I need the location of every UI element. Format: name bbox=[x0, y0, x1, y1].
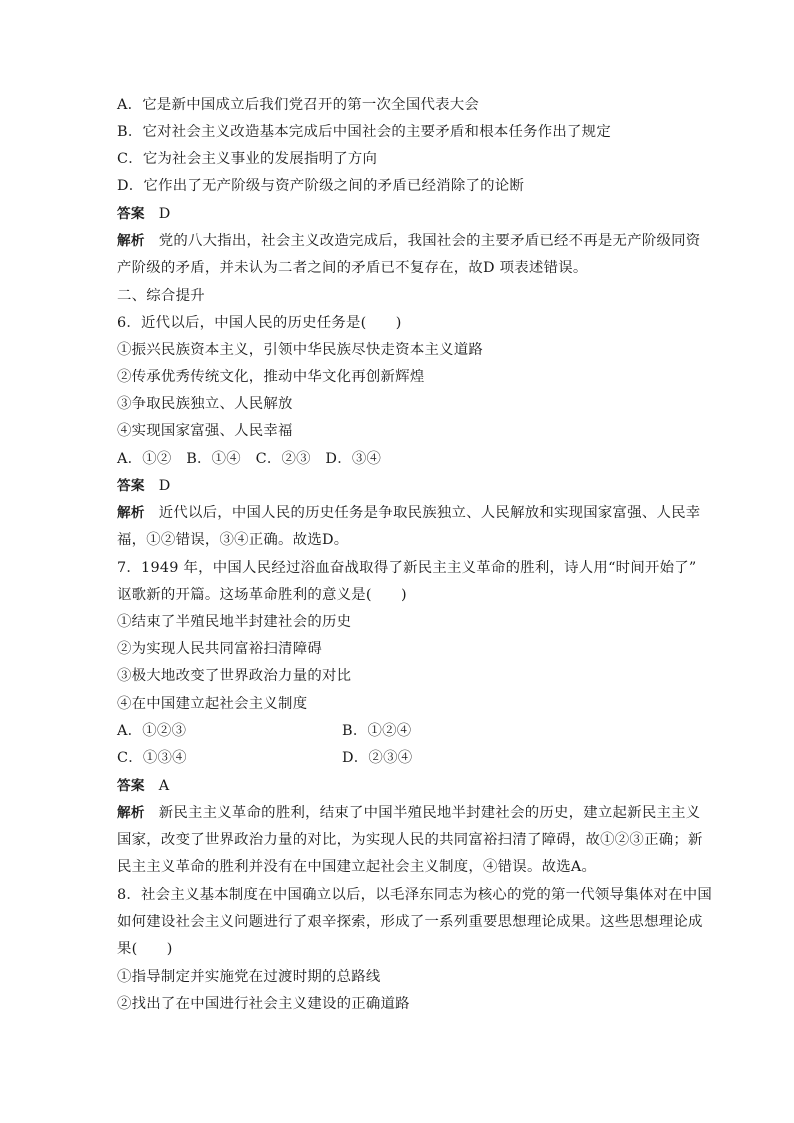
q8-item-2: ②找出了在中国进行社会主义建设的正确道路 bbox=[117, 996, 410, 1012]
q6-item-4: ④实现国家富强、人民幸福 bbox=[117, 423, 293, 439]
answer-label: 答案 bbox=[117, 778, 145, 794]
q7-option-d: D．②③④ bbox=[342, 750, 413, 766]
q5-answer-line bbox=[117, 204, 170, 224]
q7-option-c: C．①③④ bbox=[117, 750, 187, 766]
q6-options: A．①② B．①④ C．②③ D．③④ bbox=[117, 451, 382, 467]
q7-item-4: ④在中国建立起社会主义制度 bbox=[117, 696, 308, 712]
q5-option-c: C．它为社会主义事业的发展指明了方向 bbox=[117, 151, 378, 167]
q7-options-row-1 bbox=[117, 721, 677, 741]
q8-stem-line-2: 如何建设社会主义问题进行了艰辛探索，形成了一系列重要思想理论成果。这些思想理论成 bbox=[117, 914, 703, 930]
q7-option-a: A．①②③ bbox=[117, 723, 187, 739]
q5-analysis-line-2: 产阶级的矛盾，并未认为二者之间的矛盾已不复存在，故D 项表述错误。 bbox=[117, 260, 588, 276]
q6-answer-line bbox=[117, 476, 170, 496]
q7-item-1: ①结束了半殖民地半封建社会的历史 bbox=[117, 614, 352, 630]
q7-item-3: ③极大地改变了世界政治力量的对比 bbox=[117, 668, 352, 684]
q5-analysis-line-1: 解析 党的八大指出，社会主义改造完成后，我国社会的主要矛盾已经不再是无产阶级同资 bbox=[117, 233, 701, 249]
analysis-label: 解析 bbox=[117, 805, 145, 821]
q5-option-a: A．它是新中国成立后我们党召开的第一次全国代表大会 bbox=[117, 97, 480, 113]
q5-option-d: D．它作出了无产阶级与资产阶级之间的矛盾已经消除了的论断 bbox=[117, 178, 525, 194]
q5-answer: D bbox=[158, 206, 171, 222]
q6-analysis-line-1: 解析 近代以后，中国人民的历史任务是争取民族独立、人民解放和实现国家富强、人民幸 bbox=[117, 505, 701, 521]
q7-item-2: ②为实现人民共同富裕扫清障碍 bbox=[117, 641, 322, 657]
q6-answer: D bbox=[158, 478, 171, 494]
q6-item-2: ②传承优秀传统文化，推动中华文化再创新辉煌 bbox=[117, 369, 425, 385]
q6-item-1: ①振兴民族资本主义，引领中华民族尽快走资本主义道路 bbox=[117, 342, 484, 358]
analysis-label: 解析 bbox=[117, 505, 145, 521]
q6-stem: 6．近代以后，中国人民的历史任务是( ) bbox=[117, 315, 402, 331]
q7-option-b: B．①②④ bbox=[342, 723, 412, 739]
q7-analysis-line-3: 民主主义革命的胜利并没有在中国建立起社会主义制度，④错误。故选A。 bbox=[117, 859, 597, 875]
q8-stem-line-3: 果( ) bbox=[117, 941, 173, 957]
section-title: 二、综合提升 bbox=[117, 288, 205, 304]
answer-label: 答案 bbox=[117, 206, 145, 222]
q8-item-1: ①指导制定并实施党在过渡时期的总路线 bbox=[117, 969, 381, 985]
q8-stem-line-1: 8．社会主义基本制度在中国确立以后，以毛泽东同志为核心的党的第一代领导集体对在中国 bbox=[117, 887, 713, 903]
q7-answer-line bbox=[117, 776, 169, 796]
q7-stem-line-1: 7．1949 年，中国人民经过浴血奋战取得了新民主主义革命的胜利，诗人用“时间开始了” bbox=[117, 560, 697, 576]
q7-options-row-2 bbox=[117, 748, 677, 768]
q7-analysis-line-1: 解析 新民主主义革命的胜利，结束了中国半殖民地半封建社会的历史，建立起新民主主义 bbox=[117, 805, 701, 821]
q7-stem-line-2: 讴歌新的开篇。这场革命胜利的意义是( ) bbox=[117, 587, 407, 603]
q7-answer: A bbox=[158, 778, 170, 794]
q7-analysis-line-2: 国家，改变了世界政治力量的对比，为实现人民的共同富裕扫清了障碍，故①②③正确；新 bbox=[117, 832, 703, 848]
q6-analysis-line-2: 福，①②错误，③④正确。故选D。 bbox=[117, 532, 349, 548]
q6-item-3: ③争取民族独立、人民解放 bbox=[117, 396, 293, 412]
analysis-label: 解析 bbox=[117, 233, 145, 249]
answer-label: 答案 bbox=[117, 478, 145, 494]
q5-option-b: B．它对社会主义改造基本完成后中国社会的主要矛盾和根本任务作出了规定 bbox=[117, 124, 611, 140]
